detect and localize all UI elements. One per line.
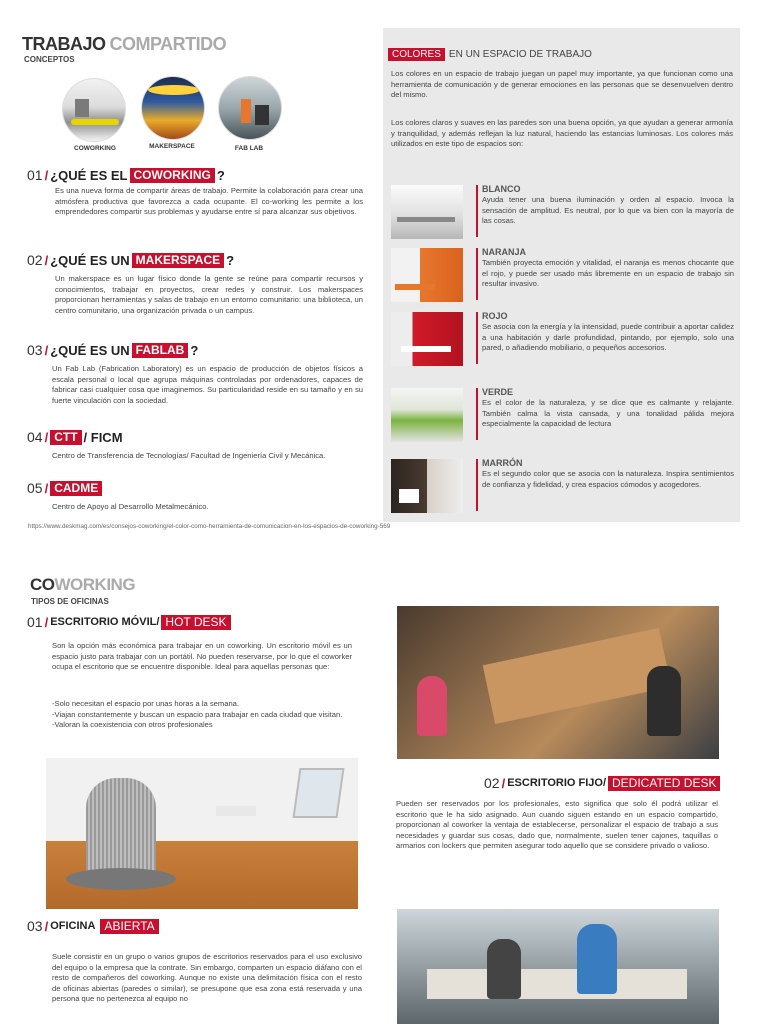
question-cadme: 05 / CADME — [27, 480, 102, 496]
section-subtitle-coworking: TIPOS DE OFICINAS — [31, 597, 109, 606]
section-title — [22, 34, 226, 55]
makerspace-photo — [141, 76, 205, 140]
question-ctt: 04 / CTT / FICM — [27, 429, 123, 445]
dedicated-desk-description: Pueden ser reservados por los profesionales, esto significa que solo él podrá utilizar el escritorio que le ha sido asignado. Aun cuando siguen estando en un espacio compartido, proporcionan al coworker la ventaja de establecerse, personalizar el espacio de trabajo a sus necesidades y guardar sus cosas, dado que, normalmente, suelen tener cajones, taquillas o armarios con lockers que permiten asegurar todo aquello que se considere privado o valioso. — [396, 799, 718, 851]
color-name: ROJO — [482, 311, 508, 321]
color-item-blanco — [391, 185, 735, 241]
dedicated-desk-photo — [397, 606, 719, 759]
title-part-b: COMPARTIDO — [109, 34, 227, 54]
hot-desk-photo — [46, 758, 358, 909]
section-subtitle: CONCEPTOS — [24, 55, 75, 64]
verde-photo — [391, 388, 463, 442]
color-name: VERDE — [482, 387, 514, 397]
office-type-hot-desk: 01 / ESCRITORIO MÓVIL/ HOT DESK — [27, 614, 231, 630]
list-item: -Viajan constantemente y buscan un espacio para trabajar en cada ciudad que visitan. — [52, 709, 343, 719]
color-name: MARRÓN — [482, 458, 523, 468]
hot-desk-description: Son la opción más económica para trabajar en un coworking. Un escritorio móvil es un espacio justo para trabajar con un portátil. No pueden reservarse, por lo que el coworker ocupa el escritorio que se encuentre disponible. Ideal para aquellas personas que: — [52, 641, 352, 672]
color-item-marron — [391, 459, 735, 515]
color-description: Se asocia con la energía y la intensidad, puede contribuir a aportar calidez a una habitación y darle profundidad, pintando, por ejemplo, solo una pared, o añadiendo mobiliario, o pequeños accesorios. — [482, 322, 734, 352]
color-name: BLANCO — [482, 184, 521, 194]
color-description: Ayuda tener una buena iluminación y orden al espacio. Invoca la sensación de amplitud. Es neutral, por lo que va bien con la mayoría de las cosas. — [482, 195, 734, 225]
color-description: Es el color de la naturaleza, y se dice que es calmante y relajante. También calma la vista cansada, y una tonalidad pálida mejora especialmente la capacidad de lectura — [482, 398, 734, 428]
marron-photo — [391, 459, 463, 513]
color-description: Es el segundo color que se asocia con la naturaleza. Inspira sentimientos de confianza y fidelidad, y crea espacios cómodos y acogedores. — [482, 469, 734, 489]
circle-label-coworking: COWORKING — [74, 145, 116, 152]
naranja-photo — [391, 248, 463, 302]
hot-desk-list — [52, 699, 352, 731]
section-title-coworking: COWORKING — [30, 575, 136, 594]
circle-label-makerspace: MAKERSPACE — [149, 143, 195, 150]
answer-makerspace: Un makerspace es un lugar físico donde la gente se reúne para compartir recursos y conocimientos, trabajar en proyectos, crear redes y construir. Los makerspaces proporcionan herramientas y salas de trabajo en un entorno comunitario: una biblioteca, un centro comunitario, una organización privada o un campus. — [55, 274, 363, 315]
colors-heading: COLORES EN UN ESPACIO DE TRABAJO — [388, 48, 592, 61]
answer-cadme: Centro de Apoyo al Desarrollo Metalmecánico. — [52, 502, 209, 511]
office-type-open-office: 03 / OFICINA ABIERTA — [27, 918, 159, 934]
question-fablab: 03 / ¿QUÉ ES UN FABLAB ? — [27, 342, 199, 358]
color-item-verde — [391, 388, 735, 444]
color-description: También proyecta emoción y vitalidad, el naranja es menos chocante que el rojo, y puede ser usado más libremente en un espacio de trabajo sin resultar invasivo. — [482, 258, 734, 288]
rojo-photo — [391, 312, 463, 366]
colors-intro-2: Los colores claros y suaves en las paredes son una buena opción, ya que ayudan a generar armonía y tranquilidad, y además reflejan la luz natural, haciendo las estancias luminosas. Los colores más utilizados en este tipo de espacios son: — [391, 118, 733, 149]
list-item: -Valoran la coexistencia con otros profesionales — [52, 720, 213, 730]
question-coworking: 01 / ¿QUÉ ES EL COWORKING ? — [27, 167, 225, 183]
color-name: NARANJA — [482, 247, 527, 257]
answer-coworking: Es una nueva forma de compartir áreas de trabajo. Permite la colaboración para crear una atmósfera productiva que favorezca a cada ocupante. El co-working les permite a los emprendedores compartir sus problemas y ayudarse entre sí para alcanzar sus objetivos. — [55, 186, 363, 217]
source-link[interactable]: https://www.deskmag.com/es/consejos-coworking/el-color-como-herramienta-de-comunicacion-en-los-espacios-de-coworking-569 — [28, 523, 391, 530]
fablab-photo — [218, 76, 282, 140]
colors-panel — [383, 28, 740, 522]
color-item-naranja — [391, 248, 735, 304]
coworking-photo — [62, 78, 126, 142]
list-item: -Solo necesitan el espacio por unas horas a la semana. — [52, 699, 240, 708]
circle-label-fablab: FAB LAB — [234, 145, 264, 152]
title-part-a: TRABAJO — [22, 34, 106, 54]
color-item-rojo — [391, 312, 735, 368]
answer-fablab: Un Fab Lab (Fabrication Laboratory) es un espacio de producción de objetos físicos a escala personal o local que agrupa máquinas controladas por ordenadores, capaces de fabricar casi cualquier cosa que imaginemos. Su particularidad reside en su tamaño y en su fuerte vinculación con la sociedad. — [52, 364, 363, 405]
question-makerspace: 02 / ¿QUÉ ES UN MAKERSPACE ? — [27, 252, 235, 268]
open-office-photo — [397, 909, 719, 1024]
colors-intro-1: Los colores en un espacio de trabajo juegan un papel muy importante, ya que funcionan como una herramienta de comunicación y de generar emociones en las personas que se desenvuelven dentro del mismo. — [391, 69, 733, 100]
answer-ctt: Centro de Transferencia de Tecnologías/ Facultad de Ingeniería Civil y Mecánica. — [52, 451, 326, 460]
blanco-photo — [391, 185, 463, 239]
office-type-dedicated-desk: 02 / ESCRITORIO FIJO/ DEDICATED DESK — [484, 775, 720, 791]
open-office-description: Suele consistir en un grupo o varios grupos de escritorios reservados para el uso exclusivo del equipo o la empresa que la contrate. Sin embargo, comparten un espacio diáfano con el resto de compañeros del coworking. Aunque no existe una delimitación física con el resto de oficinas abiertas (paredes o similar), se presupone que esa zona está reservada y una persona que no pertenezca al equipo no — [52, 952, 362, 1004]
